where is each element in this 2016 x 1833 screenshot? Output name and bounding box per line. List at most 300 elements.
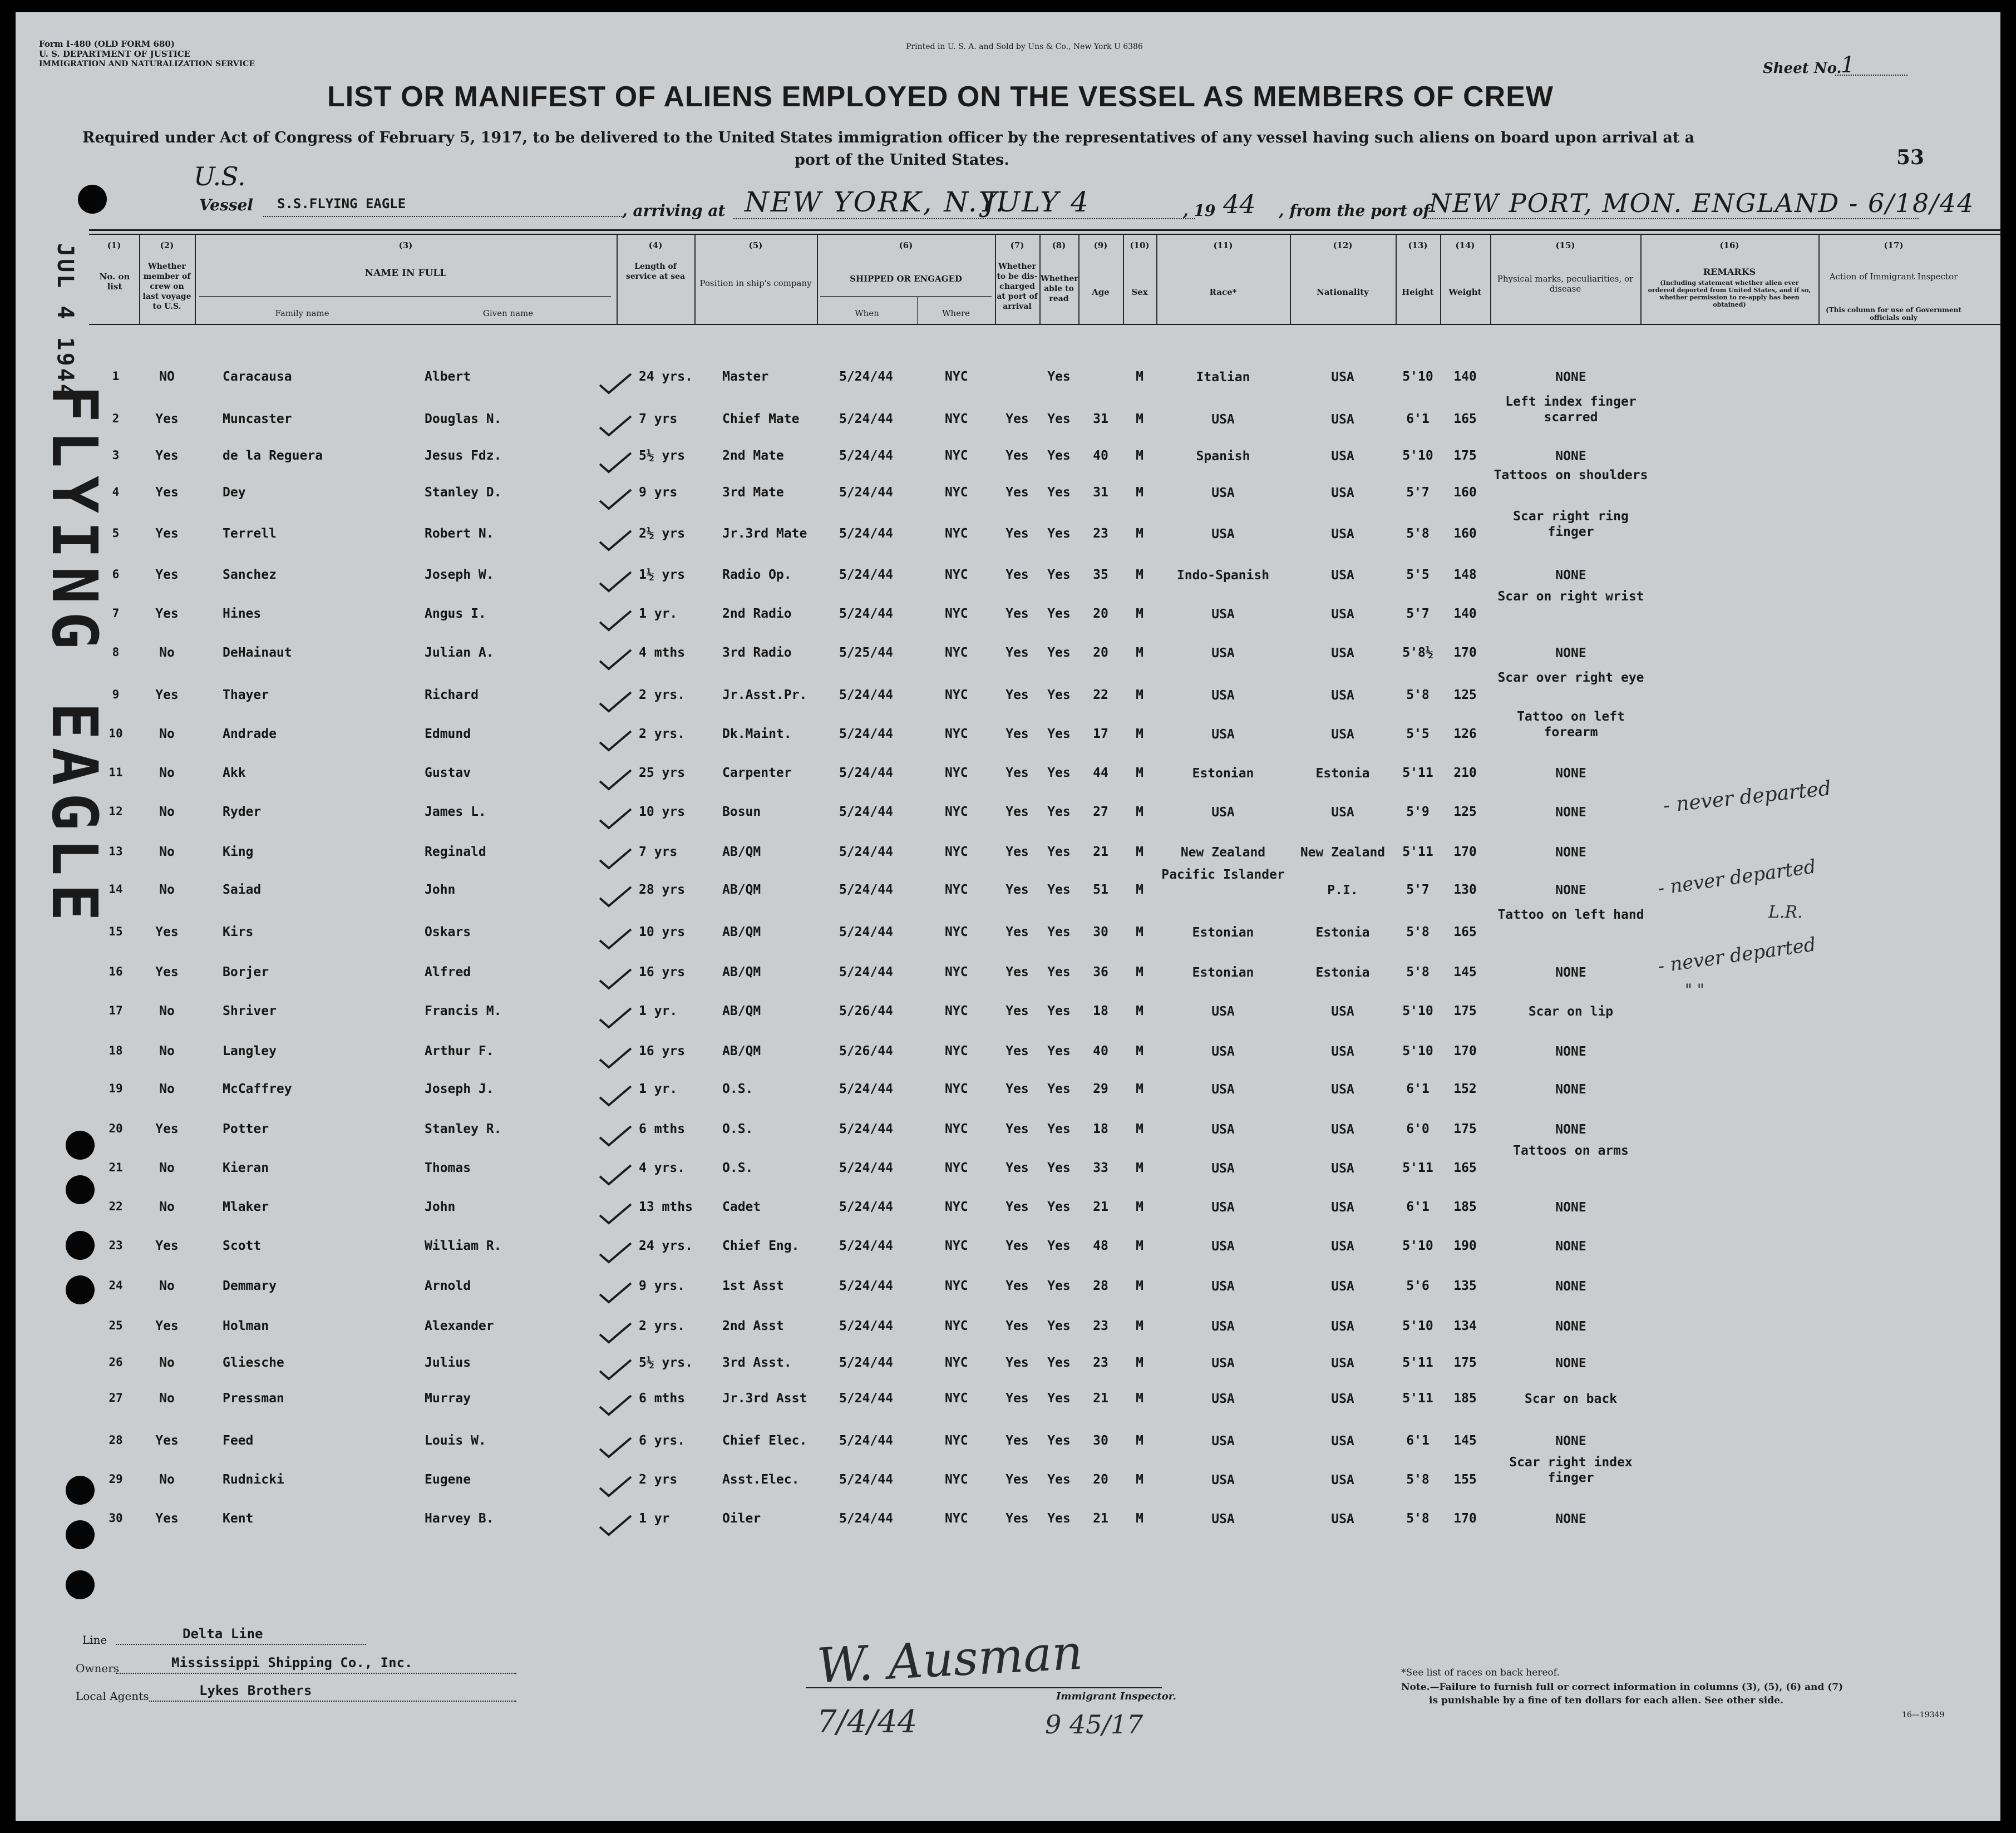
from-port: NEW PORT, MON. ENGLAND - 6/18/44 (1429, 188, 1975, 218)
height: 5'5 (1406, 568, 1430, 582)
last-voyage: Yes (155, 688, 179, 702)
nationality: USA (1331, 688, 1354, 703)
able-to-read: Yes (1047, 805, 1071, 819)
check-mark-icon (599, 530, 632, 552)
to-be-discharged: Yes (1005, 727, 1029, 741)
height: 5'8½ (1402, 646, 1433, 660)
table-row (16, 1510, 2000, 1549)
physical-marks: NONE (1555, 1512, 1586, 1526)
to-be-discharged: Yes (1005, 646, 1029, 660)
age: 40 (1093, 449, 1108, 463)
department: U. S. DEPARTMENT OF JUSTICE (39, 49, 191, 59)
row-number: 10 (109, 727, 123, 740)
physical-marks: NONE (1555, 1200, 1586, 1215)
given-name: Albert (425, 369, 471, 384)
check-mark-icon (599, 373, 632, 395)
table-row (16, 1043, 2000, 1082)
check-mark-icon (599, 691, 632, 713)
table-row (16, 447, 2000, 486)
col-num-17: (17) (1884, 240, 1904, 250)
height: 5'10 (1402, 369, 1433, 384)
arriving-label: , arriving at (622, 201, 726, 220)
year-prefix: , 19 (1183, 201, 1216, 220)
table-row (16, 1238, 2000, 1277)
given-name: Oskars (425, 925, 471, 939)
physical-marks: NONE (1555, 766, 1586, 781)
able-to-read: Yes (1047, 1472, 1071, 1487)
nationality: USA (1331, 1392, 1354, 1406)
physical-marks: Scar on lip (1528, 1004, 1614, 1019)
weight: 175 (1453, 1356, 1477, 1370)
line-value: Delta Line (183, 1626, 263, 1642)
given-name: John (425, 1200, 456, 1214)
shipped-where: NYC (945, 369, 968, 384)
race: USA (1211, 1161, 1235, 1176)
able-to-read: Yes (1047, 1433, 1071, 1448)
race: Estonian (1192, 766, 1254, 781)
ship-position: Chief Mate (722, 412, 800, 426)
ship-position: Radio Op. (722, 568, 792, 582)
table-row (16, 1081, 2000, 1120)
height: 6'1 (1406, 412, 1430, 426)
given-name: John (425, 883, 456, 897)
header-member-last-voyage: Whether member of crew on last voyage to U.S. (142, 262, 191, 311)
vessel-line (263, 216, 622, 217)
height: 5'11 (1402, 845, 1433, 859)
table-row (16, 589, 2000, 644)
last-voyage: Yes (155, 925, 179, 939)
able-to-read: Yes (1047, 1279, 1071, 1293)
able-to-read: Yes (1047, 1004, 1071, 1018)
ship-position: AB/QM (722, 1044, 761, 1058)
vessel-stamp: FLYING EAGLE (38, 385, 110, 929)
ship-position: Chief Elec. (722, 1433, 807, 1448)
weight: 125 (1453, 688, 1477, 702)
shipped-when: 5/24/44 (839, 925, 893, 939)
check-mark-icon (599, 1007, 632, 1029)
age: 21 (1093, 845, 1108, 859)
check-mark-icon (599, 1322, 632, 1344)
given-name: Alexander (425, 1319, 494, 1333)
to-be-discharged: Yes (1005, 1472, 1029, 1487)
row-number: 2 (112, 412, 120, 425)
last-voyage: No (159, 1082, 175, 1096)
family-name: DeHainaut (223, 646, 292, 660)
last-voyage: No (159, 1472, 175, 1487)
physical-marks: NONE (1555, 1319, 1586, 1334)
check-mark-icon (599, 769, 632, 791)
able-to-read: Yes (1047, 883, 1071, 897)
family-name: Rudnicki (223, 1472, 284, 1487)
vessel-name: S.S.FLYING EAGLE (277, 196, 406, 211)
age: 20 (1093, 607, 1108, 621)
height: 5'8 (1406, 925, 1430, 939)
to-be-discharged: Yes (1005, 412, 1029, 426)
shipped-when: 5/24/44 (839, 526, 893, 541)
shipped-when: 5/25/44 (839, 646, 893, 660)
ship-position: Jr.Asst.Pr. (722, 688, 807, 702)
ship-position: 3rd Radio (722, 646, 792, 660)
physical-marks: NONE (1555, 883, 1586, 898)
punch-hole (66, 1570, 95, 1599)
row-number: 12 (109, 805, 123, 818)
agents-field-rule (149, 1701, 516, 1702)
ship-position: Dk.Maint. (722, 727, 792, 741)
header-given-name: Given name (482, 308, 534, 318)
length-service: 10 yrs (639, 925, 686, 939)
race: USA (1211, 1122, 1235, 1137)
physical-marks: NONE (1555, 845, 1586, 860)
remark-note: L.R. (1768, 903, 1803, 922)
inspector-signature: W. Ausman (815, 1624, 1085, 1694)
shipped-when: 5/24/44 (839, 1161, 893, 1175)
family-name: Borjer (223, 965, 269, 979)
shipped-where: NYC (945, 1004, 968, 1018)
ship-position: 2nd Radio (722, 607, 792, 621)
given-name: Joseph W. (425, 568, 494, 582)
shipped-when: 5/24/44 (839, 1391, 893, 1406)
ship-position: 1st Asst (722, 1279, 784, 1293)
table-row (16, 644, 2000, 683)
shipped-where: NYC (945, 1239, 968, 1253)
vessel-label: Vessel (199, 196, 253, 214)
last-voyage: Yes (155, 965, 179, 979)
weight: 152 (1453, 1082, 1477, 1096)
nationality: P.I. (1327, 883, 1358, 898)
arriving-port: NEW YORK, N.Y. (745, 186, 1006, 218)
weight: 175 (1453, 1122, 1477, 1136)
shipped-where: NYC (945, 568, 968, 582)
header-able-read: Whether able to read (1041, 274, 1078, 303)
row-number: 27 (109, 1391, 123, 1405)
weight: 160 (1453, 526, 1477, 541)
nationality: USA (1331, 1122, 1354, 1137)
family-name: de la Reguera (223, 449, 323, 463)
family-name: Hines (223, 607, 262, 621)
row-number: 7 (112, 607, 120, 620)
family-name: Akk (223, 766, 246, 780)
race: USA (1211, 1279, 1235, 1294)
family-name: Potter (223, 1122, 269, 1136)
given-name: Stanley D. (425, 485, 502, 500)
height: 6'1 (1406, 1082, 1430, 1096)
physical-marks: Left index finger scarred (1505, 395, 1637, 425)
header-action: Action of Immigrant Inspector (1829, 272, 1958, 282)
shipped-when: 5/24/44 (839, 727, 893, 741)
weight: 160 (1453, 485, 1477, 500)
given-name: Douglas N. (425, 412, 502, 426)
shipped-where: NYC (945, 883, 968, 897)
physical-marks: Scar over right eye (1497, 671, 1644, 685)
nationality: New Zealand (1300, 845, 1386, 860)
weight: 155 (1453, 1472, 1477, 1487)
able-to-read: Yes (1047, 449, 1071, 463)
last-voyage: NO (159, 369, 175, 384)
header-remarks-sub: (Including statement whether alien ever ordered deported from United States, and if so, whether permission to re-apply has been obtained) (1648, 279, 1811, 308)
last-voyage: Yes (155, 1319, 179, 1333)
to-be-discharged: Yes (1005, 1279, 1029, 1293)
age: 22 (1093, 688, 1108, 702)
sex: M (1136, 1391, 1143, 1406)
last-voyage: Yes (155, 1239, 179, 1253)
physical-marks: NONE (1555, 370, 1586, 385)
nationality: USA (1331, 1082, 1354, 1097)
row-number: 1 (112, 369, 120, 383)
shipped-when: 5/24/44 (839, 1319, 893, 1333)
last-voyage: No (159, 1279, 175, 1293)
able-to-read: Yes (1047, 1200, 1071, 1214)
length-service: 1 yr. (639, 1082, 678, 1096)
sex: M (1136, 845, 1143, 859)
able-to-read: Yes (1047, 1122, 1071, 1136)
sex: M (1136, 1511, 1143, 1526)
nationality: USA (1331, 646, 1354, 661)
length-service: 5½ yrs (639, 449, 686, 463)
shipped-when: 5/24/44 (839, 1122, 893, 1136)
age: 18 (1093, 1004, 1108, 1018)
col-num-8: (8) (1052, 240, 1066, 250)
table-row (16, 671, 2000, 726)
to-be-discharged: Yes (1005, 965, 1029, 979)
length-service: 13 mths (639, 1200, 693, 1214)
able-to-read: Yes (1047, 412, 1071, 426)
length-service: 2 yrs. (639, 688, 686, 702)
given-name: William R. (425, 1239, 502, 1253)
shipped-where: NYC (945, 1279, 968, 1293)
line-field-rule (116, 1644, 366, 1645)
shipped-when: 5/24/44 (839, 1279, 893, 1293)
row-number: 9 (112, 688, 120, 701)
sex: M (1136, 646, 1143, 660)
arrival-year: 44 (1223, 189, 1256, 219)
weight: 165 (1453, 925, 1477, 939)
height: 5'10 (1402, 449, 1433, 463)
shipped-where: NYC (945, 1161, 968, 1175)
last-voyage: No (159, 883, 175, 897)
family-name: Caracausa (223, 369, 292, 384)
able-to-read: Yes (1047, 766, 1071, 780)
table-row (16, 566, 2000, 605)
shipped-when: 5/24/44 (839, 1082, 893, 1096)
race: Indo-Spanish (1176, 568, 1270, 583)
weight: 185 (1453, 1391, 1477, 1406)
form-code: 16—19349 (1902, 1711, 1945, 1719)
nationality: USA (1331, 568, 1354, 583)
row-number: 4 (112, 485, 120, 499)
weight: 126 (1453, 727, 1477, 741)
nationality: Estonia (1315, 965, 1370, 980)
sex: M (1136, 925, 1143, 939)
age: 30 (1093, 925, 1108, 939)
check-mark-icon (599, 1047, 632, 1070)
given-name: Jesus Fdz. (425, 449, 502, 463)
nationality: USA (1331, 412, 1354, 427)
physical-marks: Scar on right wrist (1497, 589, 1644, 604)
col-num-2: (2) (160, 240, 174, 250)
nationality: USA (1331, 727, 1354, 742)
race: Spanish (1196, 449, 1250, 464)
nationality: USA (1331, 486, 1354, 500)
given-name: Edmund (425, 727, 471, 741)
given-name: Robert N. (425, 526, 494, 541)
nationality: USA (1331, 607, 1354, 622)
length-service: 6 yrs. (639, 1433, 686, 1448)
given-name: Richard (425, 688, 479, 702)
shipped-when: 5/24/44 (839, 1239, 893, 1253)
nationality: USA (1331, 1319, 1354, 1334)
physical-marks: Tattoo on left forearm (1517, 709, 1625, 740)
age: 17 (1093, 727, 1108, 741)
given-name: Angus I. (425, 607, 486, 621)
weight: 140 (1453, 607, 1477, 621)
row-number: 29 (109, 1472, 123, 1486)
given-name: Arthur F. (425, 1044, 494, 1058)
check-mark-icon (599, 1242, 632, 1264)
header-age: Age (1092, 287, 1110, 297)
row-number: 25 (109, 1319, 123, 1332)
ship-position: Jr.3rd Asst (722, 1391, 807, 1406)
ship-position: O.S. (722, 1082, 753, 1096)
name-header-rule (199, 296, 611, 297)
arrival-line (733, 218, 1195, 219)
able-to-read: Yes (1047, 1356, 1071, 1370)
family-name: Feed (223, 1433, 254, 1448)
length-service: 25 yrs (639, 766, 686, 780)
check-mark-icon (599, 571, 632, 593)
row-number: 11 (109, 766, 123, 779)
check-mark-icon (599, 928, 632, 950)
given-name: James L. (425, 805, 486, 819)
age: 30 (1093, 1433, 1108, 1448)
table-row (16, 709, 2000, 765)
table-row (16, 1455, 2000, 1510)
weight: 175 (1453, 449, 1477, 463)
able-to-read: Yes (1047, 965, 1071, 979)
weight: 170 (1453, 646, 1477, 660)
subtitle-line-1: Required under Act of Congress of February 5, 1917, to be delivered to the United States immigration officer by the representatives of any vessel having such aliens on board upon arrival at a (82, 129, 1695, 146)
able-to-read: Yes (1047, 568, 1071, 582)
to-be-discharged: Yes (1005, 607, 1029, 621)
ship-position: Master (722, 369, 769, 384)
table-row (16, 1144, 2000, 1199)
table-row (16, 1278, 2000, 1317)
last-voyage: Yes (155, 412, 179, 426)
nationality: USA (1331, 1473, 1354, 1487)
age: 31 (1093, 412, 1108, 426)
sex: M (1136, 607, 1143, 621)
col-num-13: (13) (1408, 240, 1428, 250)
given-name: Gustav (425, 766, 471, 780)
line-label: Line (82, 1633, 107, 1647)
family-name: Langley (223, 1044, 277, 1058)
manifest-sheet (16, 12, 2000, 1821)
page-number: 53 (1896, 146, 1925, 169)
height: 5'7 (1406, 607, 1430, 621)
row-number: 28 (109, 1433, 123, 1447)
physical-marks: Scar on back (1524, 1392, 1618, 1406)
ship-position: O.S. (722, 1161, 753, 1175)
race: USA (1211, 1356, 1235, 1371)
header-weight: Weight (1448, 287, 1482, 297)
shipped-where: NYC (945, 607, 968, 621)
weight: 165 (1453, 412, 1477, 426)
age: 23 (1093, 1319, 1108, 1333)
to-be-discharged: Yes (1005, 1319, 1029, 1333)
able-to-read: Yes (1047, 526, 1071, 541)
table-row (16, 1121, 2000, 1160)
sex: M (1136, 449, 1143, 463)
race: Estonian (1192, 925, 1254, 940)
shipped-where: NYC (945, 845, 968, 859)
shipped-where: NYC (945, 727, 968, 741)
row-number: 14 (109, 883, 123, 896)
to-be-discharged: Yes (1005, 568, 1029, 582)
height: 5'5 (1406, 727, 1430, 741)
family-name: Ryder (223, 805, 262, 819)
shipped-where: NYC (945, 1391, 968, 1406)
sex: M (1136, 1161, 1143, 1175)
to-be-discharged: Yes (1005, 883, 1029, 897)
table-row (16, 395, 2000, 450)
to-be-discharged: Yes (1005, 1082, 1029, 1096)
given-name: Reginald (425, 845, 486, 859)
col-num-14: (14) (1455, 240, 1475, 250)
physical-marks: NONE (1555, 1122, 1586, 1137)
race: Pacific Islander (1161, 868, 1285, 882)
arrival-date: JULY 4 (984, 186, 1090, 218)
shipped-where: NYC (945, 1082, 968, 1096)
check-mark-icon (599, 1125, 632, 1147)
to-be-discharged: Yes (1005, 1433, 1029, 1448)
ship-position: 3rd Mate (722, 485, 784, 500)
sex: M (1136, 688, 1143, 702)
height: 5'11 (1402, 1161, 1433, 1175)
to-be-discharged: Yes (1005, 688, 1029, 702)
height: 5'8 (1406, 965, 1430, 979)
weight: 145 (1453, 1433, 1477, 1448)
race: USA (1211, 805, 1235, 820)
header-where: Where (942, 308, 970, 318)
shipped-when: 5/24/44 (839, 369, 893, 384)
height: 5'8 (1406, 1511, 1430, 1526)
shipped-when: 5/24/44 (839, 1472, 893, 1487)
given-name: Louis W. (425, 1433, 486, 1448)
length-service: 5½ yrs. (639, 1356, 693, 1370)
height: 5'7 (1406, 485, 1430, 500)
row-number: 13 (109, 845, 123, 858)
to-be-discharged: Yes (1005, 526, 1029, 541)
sex: M (1136, 1239, 1143, 1253)
length-service: 16 yrs (639, 1044, 686, 1058)
last-voyage: Yes (155, 1511, 179, 1526)
family-name: Gliesche (223, 1356, 284, 1370)
race: USA (1211, 646, 1235, 661)
sex: M (1136, 883, 1143, 897)
given-name: Eugene (425, 1472, 471, 1487)
weight: 170 (1453, 1511, 1477, 1526)
family-name: Holman (223, 1319, 269, 1333)
table-row (16, 1354, 2000, 1393)
last-voyage: No (159, 1391, 175, 1406)
to-be-discharged: Yes (1005, 1356, 1029, 1370)
fine-note-2: is punishable by a fine of ten dollars for each alien. See other side. (1429, 1695, 1783, 1706)
table-row (16, 468, 2000, 523)
table-row (16, 1003, 2000, 1042)
sex: M (1136, 1200, 1143, 1214)
weight: 135 (1453, 1279, 1477, 1293)
header-position: Position in ship's company (699, 278, 812, 288)
physical-marks: NONE (1555, 1082, 1586, 1097)
